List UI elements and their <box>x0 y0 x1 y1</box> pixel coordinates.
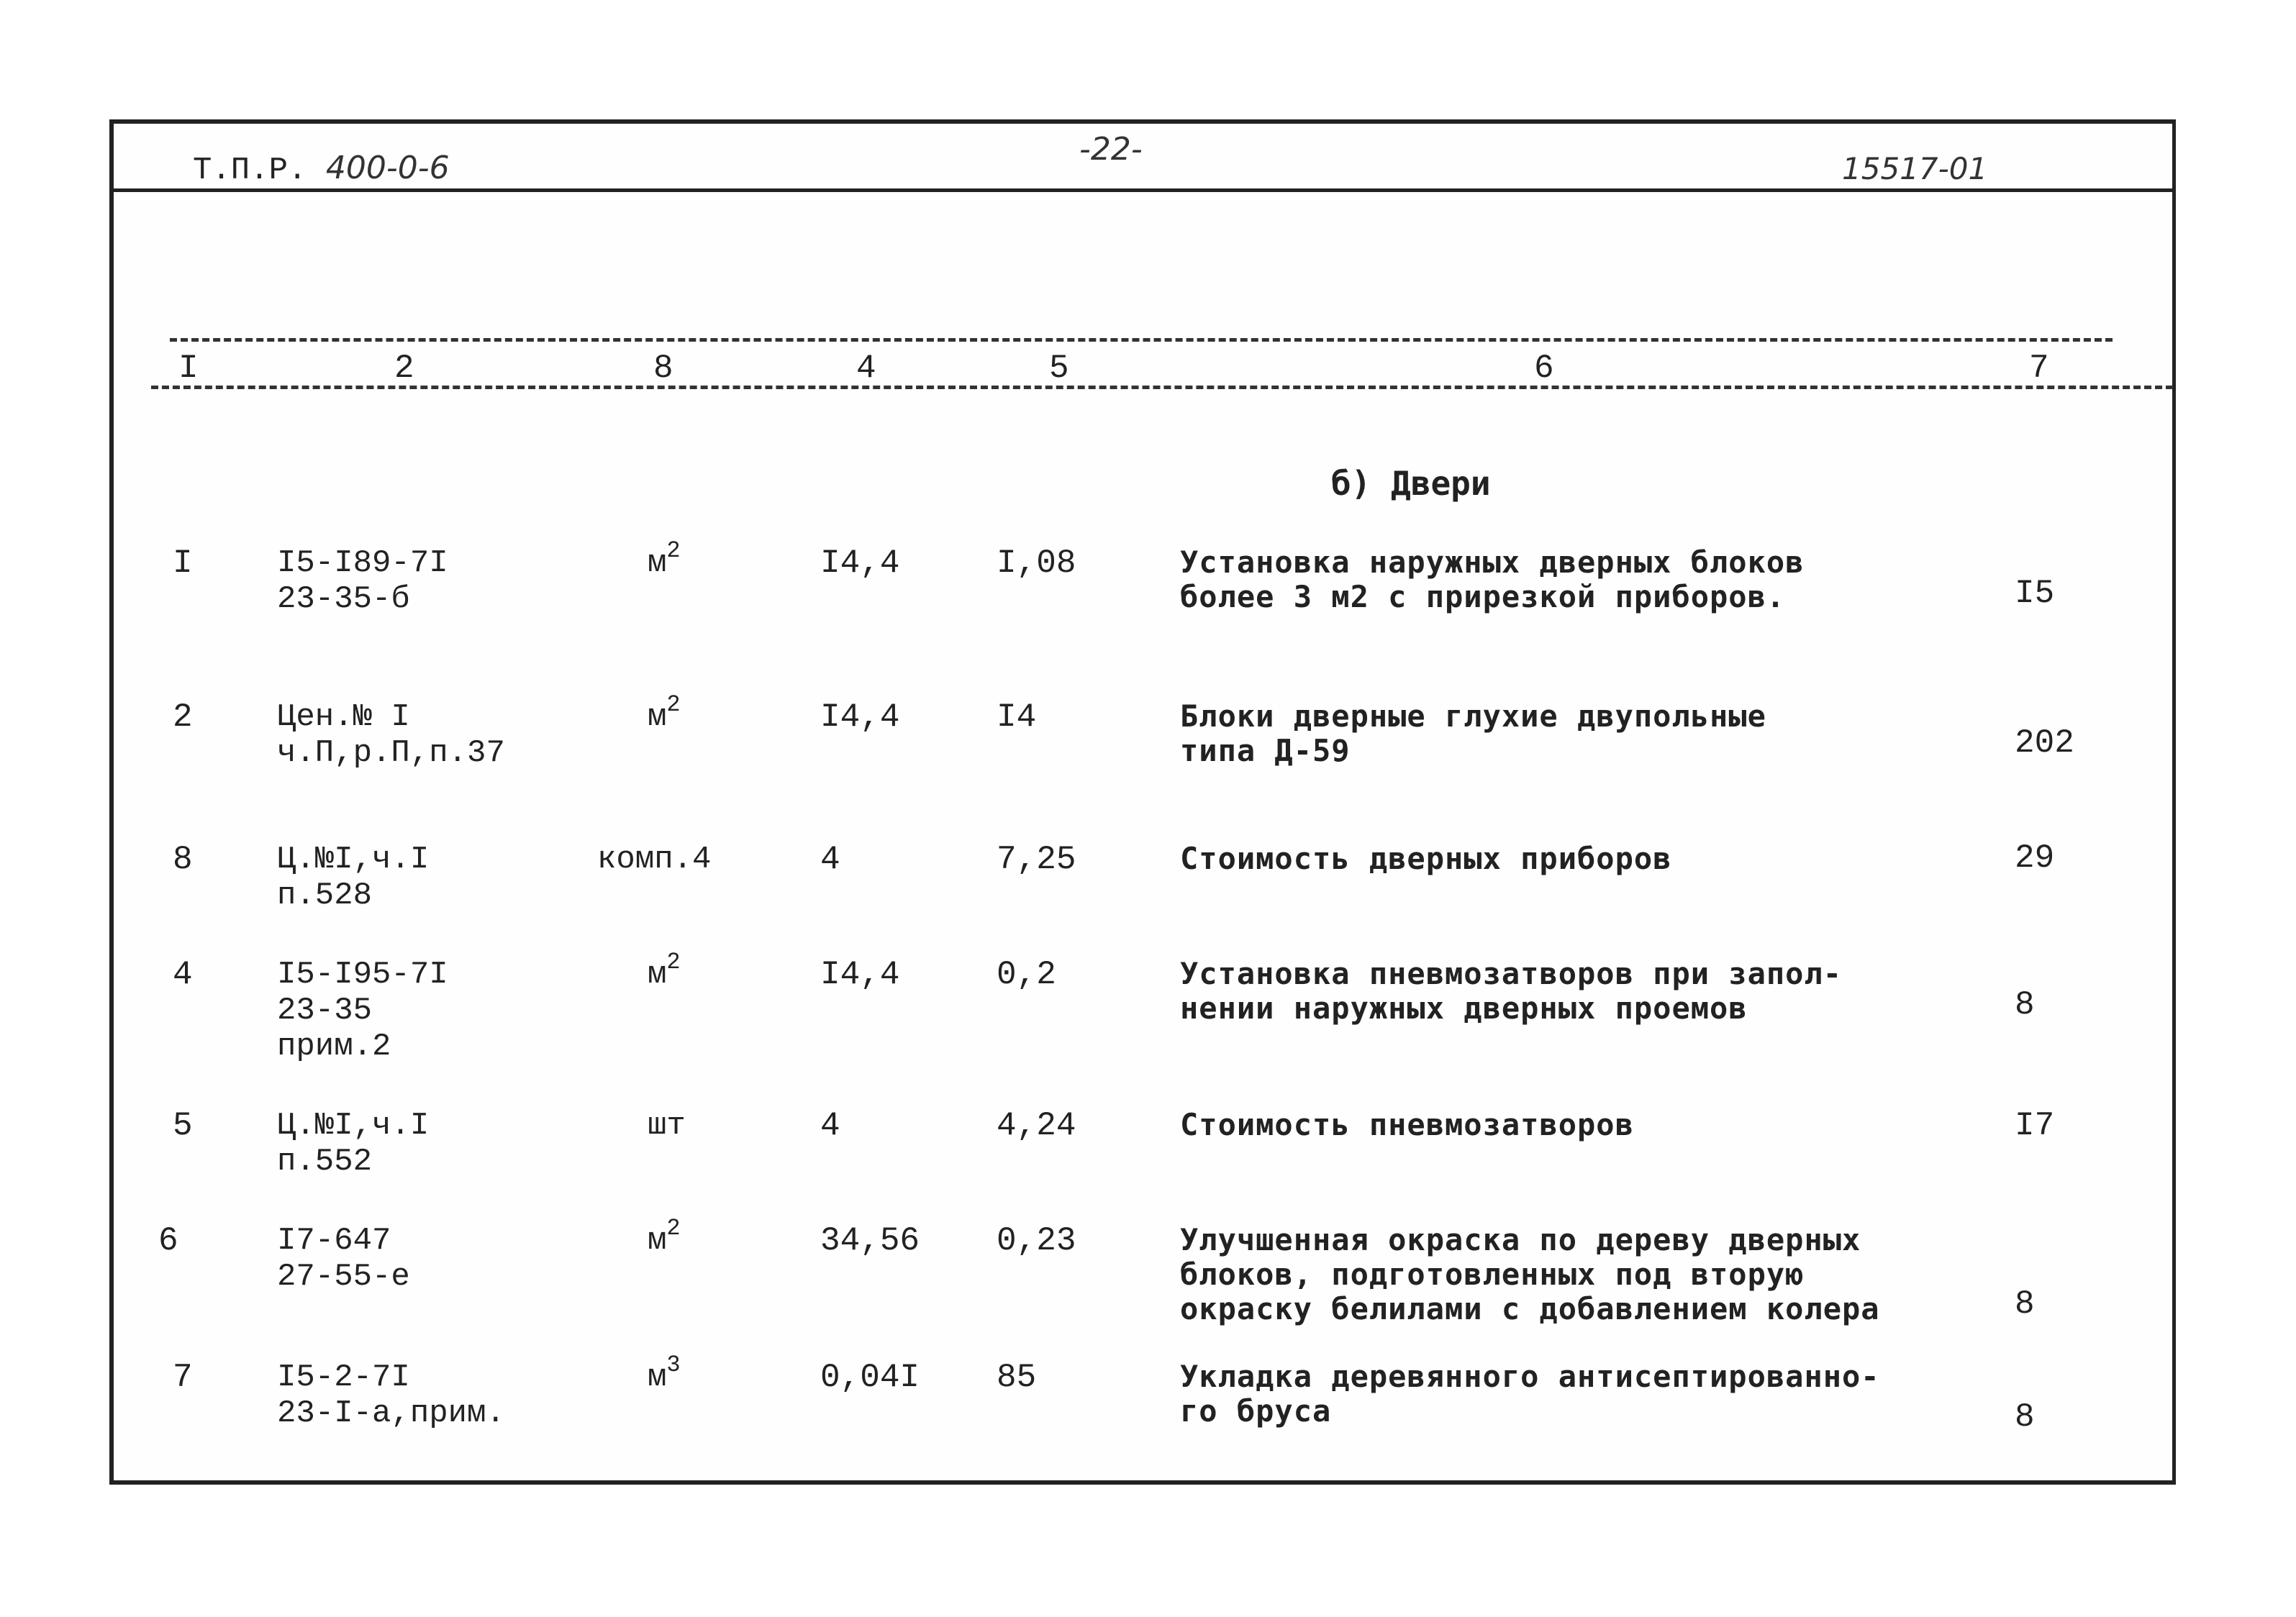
unit-exponent: 3 <box>666 1352 681 1378</box>
row-total: I7 <box>2015 1107 2055 1144</box>
row-unit <box>648 1215 681 1259</box>
unit-exponent: 2 <box>666 1215 681 1242</box>
row-quantity: I4,4 <box>820 545 900 582</box>
unit-text: м <box>648 1223 667 1259</box>
row-description <box>1180 699 1766 768</box>
reference-line: I7-647 <box>277 1223 391 1259</box>
description-line: Установка пневмозатворов при запол- <box>1180 956 1843 991</box>
row-reference <box>277 699 505 771</box>
reference-line: прим.2 <box>277 1029 391 1065</box>
page-number: -22- <box>1079 131 1143 168</box>
row-unit-price: 4,24 <box>997 1107 1076 1144</box>
doc-code-printed: Т.П.Р. <box>193 152 307 188</box>
row-description <box>1180 1223 1880 1326</box>
row-number: 5 <box>173 1107 193 1144</box>
reference-line: Цен.№ I <box>277 699 410 735</box>
row-unit <box>648 691 681 735</box>
reference-line: I5-I95-7I <box>277 957 448 993</box>
row-unit <box>648 1352 681 1395</box>
description-line: Укладка деревянного антисептированно- <box>1180 1359 1880 1394</box>
row-reference <box>277 842 429 914</box>
row-number: 6 <box>158 1222 178 1260</box>
description-line: Установка наружных дверных блоков <box>1180 545 1805 580</box>
row-total: 202 <box>2015 724 2074 762</box>
row-description <box>1180 545 1804 614</box>
unit-text: м <box>648 545 667 581</box>
row-unit <box>648 1108 686 1144</box>
row-unit-price: I4 <box>997 698 1037 736</box>
reference-line: ч.П,р.П,п.37 <box>277 735 505 771</box>
doc-code-handwritten: 400-0-6 <box>325 150 450 186</box>
column-number-5: 5 <box>1049 350 1069 387</box>
row-quantity: 34,56 <box>820 1222 920 1260</box>
reference-line: I5-I89-7I <box>277 545 448 581</box>
row-quantity: I4,4 <box>820 698 900 736</box>
row-unit-price: I,08 <box>997 545 1076 582</box>
row-number: 8 <box>173 841 193 878</box>
unit-exponent: 2 <box>666 537 681 564</box>
row-reference <box>277 1108 429 1180</box>
column-header-bottom-dash <box>151 386 2173 389</box>
unit-text: м <box>648 1359 667 1395</box>
reference-line: 23-I-а,прим. <box>277 1395 505 1431</box>
row-number: I <box>173 545 193 582</box>
doc-code <box>193 150 450 188</box>
reference-line: п.528 <box>277 878 373 914</box>
row-reference <box>277 545 448 617</box>
unit-text: шт <box>648 1108 686 1144</box>
column-number-4: 4 <box>856 350 876 387</box>
row-quantity: 4 <box>820 1107 840 1144</box>
reference-line: Ц.№I,ч.I <box>277 1108 430 1144</box>
description-line: го бруса <box>1180 1393 1332 1429</box>
unit-exponent: 2 <box>666 691 681 718</box>
row-total: 8 <box>2015 1285 2035 1323</box>
row-description <box>1180 842 1671 876</box>
reference-line: Ц.№I,ч.I <box>277 842 430 878</box>
reference-line: I5-2-7I <box>277 1359 410 1395</box>
row-quantity: I4,4 <box>820 956 900 993</box>
reference-line: 27-55-е <box>277 1259 410 1295</box>
column-number-3: 8 <box>653 350 673 387</box>
unit-text: комп.4 <box>597 842 712 878</box>
row-reference <box>277 1359 505 1431</box>
row-unit <box>648 537 681 581</box>
description-line: Стоимость пневмозатворов <box>1180 1107 1634 1142</box>
row-unit-price: 0,23 <box>997 1222 1076 1260</box>
column-number-2: 2 <box>394 350 414 387</box>
row-description <box>1180 1108 1634 1142</box>
row-number: 7 <box>173 1359 193 1396</box>
row-total: 8 <box>2015 1398 2035 1436</box>
description-line: типа Д-59 <box>1180 733 1351 768</box>
column-number-1: I <box>178 350 199 387</box>
row-total: I5 <box>2015 575 2055 612</box>
row-number: 4 <box>173 956 193 993</box>
row-quantity: 0,04I <box>820 1359 920 1396</box>
description-line: нении наружных дверных проемов <box>1180 990 1748 1026</box>
column-number-7: 7 <box>2029 350 2049 387</box>
description-line: Улучшенная окраска по дереву дверных <box>1180 1222 1861 1257</box>
row-quantity: 4 <box>820 841 840 878</box>
reference-line: п.552 <box>277 1144 373 1180</box>
header-rule <box>109 188 2176 192</box>
row-total: 8 <box>2015 986 2035 1024</box>
description-line: более 3 м2 с прирезкой приборов. <box>1180 579 1786 614</box>
row-unit-price: 85 <box>997 1359 1037 1396</box>
unit-text: м <box>648 957 667 993</box>
archive-number: 15517-01 <box>1842 151 1988 186</box>
row-number: 2 <box>173 698 193 736</box>
unit-text: м <box>648 699 667 735</box>
column-header-top-dash <box>170 338 2113 342</box>
row-unit-price: 7,25 <box>997 841 1076 878</box>
row-description <box>1180 1359 1880 1429</box>
unit-exponent: 2 <box>666 949 681 975</box>
row-reference <box>277 1223 410 1295</box>
row-reference <box>277 957 448 1065</box>
column-number-6: 6 <box>1534 350 1554 387</box>
description-line: окраску белилами с добавлением колера <box>1180 1291 1880 1326</box>
row-total: 29 <box>2015 839 2055 877</box>
row-description <box>1180 957 1842 1026</box>
description-line: блоков, подготовленных под вторую <box>1180 1257 1805 1292</box>
row-unit-price: 0,2 <box>997 956 1056 993</box>
description-line: Стоимость дверных приборов <box>1180 841 1672 876</box>
section-title: б) Двери <box>1331 464 1491 503</box>
reference-line: 23-35-б <box>277 581 410 617</box>
description-line: Блоки дверные глухие двупольные <box>1180 698 1766 734</box>
reference-line: 23-35 <box>277 993 373 1029</box>
row-unit <box>597 842 711 878</box>
row-unit <box>648 949 681 993</box>
